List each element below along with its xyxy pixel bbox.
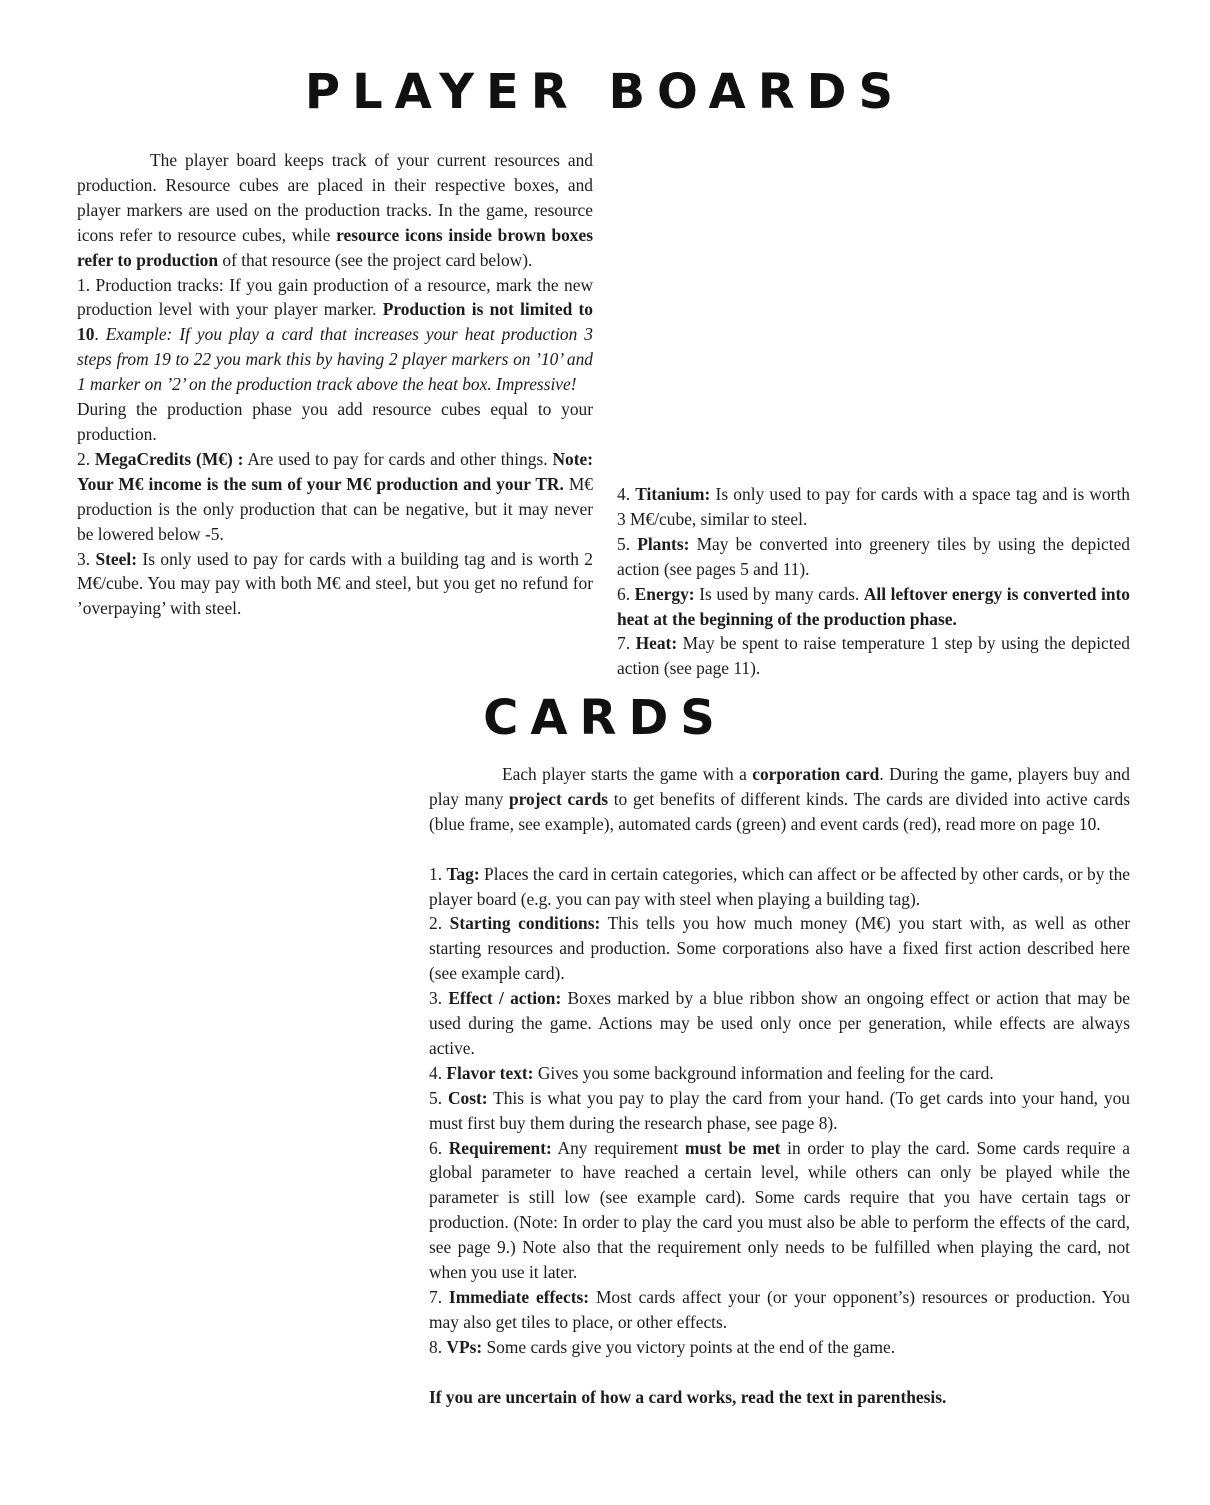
text: 3. bbox=[429, 988, 449, 1009]
bold-text: project cards bbox=[508, 788, 609, 809]
text: 7. bbox=[429, 1287, 449, 1308]
bold-text: Tag: bbox=[446, 863, 480, 884]
bold-text: If you are uncertain of how a card works, read the text in parenthesis. bbox=[429, 1386, 947, 1407]
text: Any requirement bbox=[551, 1137, 685, 1158]
text: . During the game, players buy and play many bbox=[429, 764, 1130, 809]
bold-text: Heat: bbox=[635, 633, 678, 654]
text: 1. bbox=[429, 863, 447, 884]
text: 2. bbox=[77, 448, 95, 469]
text: 5. bbox=[429, 1087, 448, 1108]
spacer bbox=[429, 837, 1130, 862]
paragraph-starting-conditions bbox=[429, 911, 1130, 986]
bold-text: MegaCredits (M€) : bbox=[94, 448, 244, 469]
section-title-cards: CARDS bbox=[483, 690, 727, 746]
text: 3. bbox=[77, 548, 96, 569]
italic-example: Example: If you play a card that increases your heat production 3 steps from 19 to 22 you mark this by having 2 player markers on ’10’ and 1 marker on ’2’ on the production track above the heat box. Impressive! bbox=[77, 324, 593, 395]
text: Is only used to pay for cards with a building tag and is worth 2 M€/cube. You may pay with both M€ and steel, but you get no refund for ’overpaying’ with steel. bbox=[77, 548, 594, 619]
paragraph-requirement bbox=[429, 1136, 1130, 1285]
text: 5. bbox=[617, 533, 638, 554]
paragraph-cards-intro bbox=[429, 762, 1130, 837]
bold-text: Effect / action: bbox=[448, 988, 562, 1009]
text: Places the card in certain categories, which can affect or be affected by other cards, or by the player board (e.g. you can pay with steel when playing a building tag). bbox=[429, 863, 1130, 909]
player-boards-left-column bbox=[77, 148, 593, 621]
text: 7. bbox=[617, 633, 636, 654]
bold-text: All leftover energy is converted into heat at the beginning of the production phase. bbox=[617, 583, 1130, 629]
bold-text: Flavor text: bbox=[446, 1062, 534, 1083]
paragraph-titanium bbox=[617, 482, 1130, 532]
paragraph-tag bbox=[429, 862, 1130, 912]
text: Some cards give you victory points at the end of the game. bbox=[482, 1336, 896, 1357]
bold-text: resource icons inside brown boxes refer to production bbox=[77, 224, 593, 270]
bold-text: must be met bbox=[684, 1137, 781, 1158]
paragraph-production-phase: During the production phase you add resource cubes equal to your production. bbox=[77, 399, 593, 444]
bold-text: Production is not limited to 10 bbox=[77, 299, 594, 345]
paragraph-heat bbox=[617, 631, 1130, 681]
player-boards-right-column bbox=[617, 482, 1130, 681]
text: 8. bbox=[429, 1336, 447, 1357]
text: Each player starts the game with a bbox=[502, 764, 753, 784]
bold-text: Cost: bbox=[447, 1087, 488, 1108]
paragraph-immediate-effects bbox=[429, 1285, 1130, 1335]
bold-text: Note: Your M€ income is the sum of your M€ production and your TR. bbox=[77, 448, 593, 494]
text: Are used to pay for cards and other things. bbox=[243, 448, 553, 469]
paragraph-flavor-text bbox=[429, 1061, 1130, 1086]
bold-text: corporation card bbox=[752, 764, 880, 784]
paragraph-steel bbox=[77, 547, 593, 622]
bold-text: Steel: bbox=[95, 548, 137, 569]
paragraph-intro bbox=[77, 148, 593, 273]
text: 4. bbox=[617, 484, 636, 504]
text: Gives you some background information and feeling for the card. bbox=[533, 1062, 994, 1083]
text: 1. Production tracks: If you gain production of a resource, mark the new production level with your player marker. bbox=[77, 274, 593, 320]
text: Boxes marked by a blue ribbon show an ongoing effect or action that may be used during the game. Actions may be used only once per generation, while effects are always active. bbox=[429, 988, 1130, 1058]
paragraph-energy bbox=[617, 582, 1130, 632]
bold-text: Starting conditions: bbox=[449, 913, 601, 934]
bold-text: Immediate effects: bbox=[448, 1287, 590, 1308]
paragraph-effect-action bbox=[429, 986, 1130, 1061]
text: Is used by many cards. bbox=[694, 583, 864, 604]
bold-text: Requirement: bbox=[448, 1137, 552, 1158]
text: May be spent to raise temperature 1 step by using the depicted action (see page 11). bbox=[617, 633, 1130, 679]
text: 2. bbox=[429, 913, 450, 934]
text: May be converted into greenery tiles by using the depicted action (see pages 5 and 11). bbox=[617, 533, 1131, 579]
bold-text: Energy: bbox=[634, 583, 695, 604]
text: 6. bbox=[617, 583, 635, 604]
paragraph-cost bbox=[429, 1086, 1130, 1136]
paragraph-plants bbox=[617, 532, 1130, 582]
bold-text: VPs: bbox=[446, 1336, 483, 1357]
paragraph-production-tracks bbox=[77, 273, 593, 398]
text: M€ production is the only production that can be negative, but it may never be lowered below -5. bbox=[77, 473, 593, 544]
spacer bbox=[429, 1360, 1130, 1385]
paragraph-vps bbox=[429, 1335, 1130, 1360]
bold-text: Plants: bbox=[637, 533, 690, 554]
text: Most cards affect your (or your opponent’s) resources or production. You may also get tiles to place, or other effects. bbox=[429, 1287, 1130, 1332]
text: 4. bbox=[429, 1062, 447, 1083]
text: The player board keeps track of your current resources and production. Resource cubes are placed in their respective boxes, and player markers are used on the production tracks. In the game, resource icons refer to resource cubes, while bbox=[77, 150, 593, 245]
text: to get benefits of different kinds. The cards are divided into active cards (blue frame, see example), automated cards (green) and event cards (red), read more on page 10. bbox=[429, 788, 1130, 834]
text: This tells you how much money (M€) you start with, as well as other starting resources and production. Some corporations also have a fixed first action described here (see example card). bbox=[429, 913, 1131, 984]
text: This is what you pay to play the card from your hand. (To get cards into your hand, you must first buy them during the research phase, see page 8). bbox=[429, 1087, 1130, 1133]
bold-text: Titanium: bbox=[635, 484, 711, 504]
text: 6. bbox=[429, 1137, 449, 1158]
section-title-player-boards: PLAYER BOARDS bbox=[304, 64, 906, 120]
cards-column bbox=[429, 762, 1130, 1410]
text: of that resource (see the project card below). bbox=[218, 249, 533, 270]
text: in order to play the card. Some cards require a global parameter to have reached a certain level, while others can only be played while the parameter is still low (see example card). Some cards require that you have certain tags or production. (Note: In order to play the card you must also be able to perform the effects of the card, see page 9.) Note also that the requirement only needs to be fulfilled when playing the card, not when you use it later. bbox=[429, 1137, 1130, 1283]
paragraph-closing bbox=[429, 1385, 1130, 1410]
text: . bbox=[94, 324, 106, 345]
text: Is only used to pay for cards with a space tag and is worth 3 M€/cube, similar to steel. bbox=[617, 484, 1130, 529]
paragraph-megacredits bbox=[77, 447, 593, 547]
